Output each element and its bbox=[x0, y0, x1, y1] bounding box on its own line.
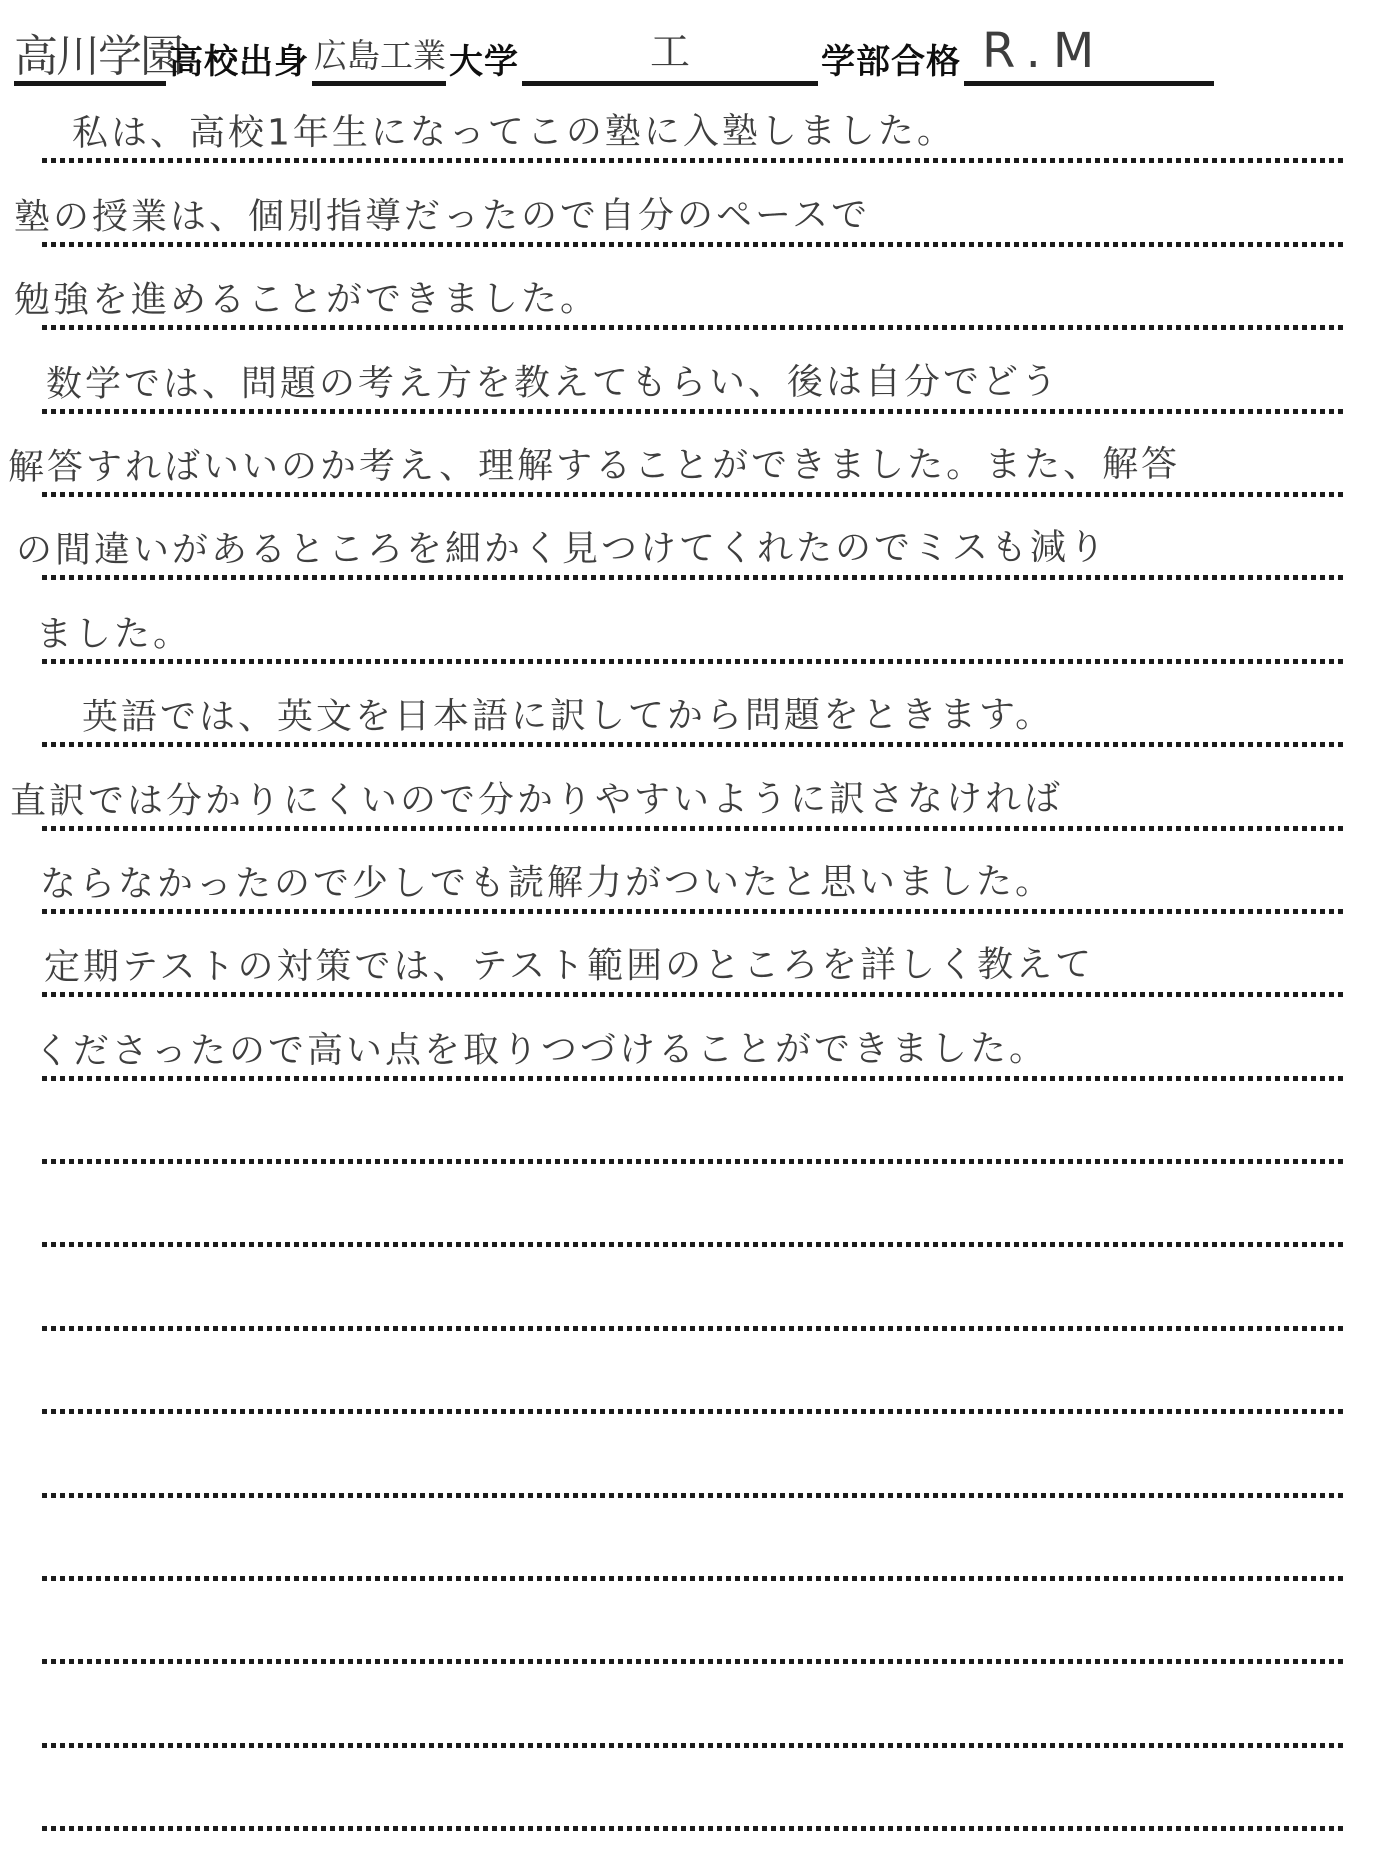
school-name-handwritten: 高川学園 bbox=[14, 30, 182, 82]
notebook-line bbox=[0, 580, 1380, 663]
notebook-line bbox=[0, 414, 1380, 497]
notebook-line bbox=[0, 1581, 1380, 1664]
handwritten-text: 勉強を進めることができました。 bbox=[13, 278, 600, 322]
handwritten-text: ならなかったので少しでも読解力がついたと思いました。 bbox=[39, 861, 1055, 905]
university-label: 大学 bbox=[449, 43, 519, 81]
notebook-line bbox=[0, 1498, 1380, 1581]
notebook-line bbox=[0, 1331, 1380, 1414]
handwritten-text: 数学では、問題の考え方を教えてもらい、後は自分でどう bbox=[45, 360, 1061, 405]
handwritten-text: 私は、高校1年生になってこの塾に入塾しました。 bbox=[71, 111, 956, 155]
notebook-line bbox=[0, 497, 1380, 580]
handwritten-text: の間違いがあるところを細かく見つけてくれたのでミスも減り bbox=[15, 527, 1109, 572]
notebook-line bbox=[0, 1748, 1380, 1831]
notebook-line bbox=[0, 1081, 1380, 1164]
faculty-pass-label: 学部合格 bbox=[821, 43, 961, 81]
pass-initials-field bbox=[964, 23, 1214, 86]
pass-initials-handwritten: R.M bbox=[982, 23, 1107, 79]
notebook-line bbox=[0, 914, 1380, 997]
notebook-line bbox=[0, 163, 1380, 246]
university-name-handwritten: 広島工業 bbox=[314, 36, 446, 75]
notebook-line bbox=[0, 247, 1380, 330]
notebook-line bbox=[0, 831, 1380, 914]
handwritten-text: 定期テストの対策では、テスト範囲のところを詳しく教えて bbox=[43, 944, 1095, 989]
notebook-line bbox=[0, 997, 1380, 1080]
faculty-name-handwritten: 工 bbox=[650, 29, 690, 75]
notebook-line bbox=[0, 330, 1380, 413]
handwritten-text: 英語では、英文を日本語に訳してから問題をときます。 bbox=[81, 694, 1055, 739]
notebook-line bbox=[0, 80, 1380, 163]
notebook-line bbox=[0, 1664, 1380, 1747]
form-header bbox=[0, 0, 1214, 86]
handwritten-text: くださったので高い点を取りつづけることができました。 bbox=[33, 1028, 1049, 1072]
school-origin-label: 高校出身 bbox=[169, 43, 309, 81]
notebook-line bbox=[0, 1414, 1380, 1497]
school-name-field bbox=[14, 30, 182, 86]
notebook-line bbox=[0, 747, 1380, 830]
handwritten-text: 解答すればいいのか考え、理解することができました。また、解答 bbox=[7, 443, 1181, 488]
notebook-line bbox=[0, 664, 1380, 747]
faculty-name-field bbox=[522, 20, 818, 86]
handwritten-text: 塾の授業は、個別指導だったので自分のペースで bbox=[13, 194, 871, 238]
notebook-line bbox=[0, 1164, 1380, 1247]
handwritten-text: ました。 bbox=[35, 613, 193, 655]
university-name-field bbox=[312, 30, 446, 86]
handwritten-text: 直訳では分かりにくいので分かりやすいように訳さなければ bbox=[9, 777, 1064, 822]
notebook-lines bbox=[0, 80, 1380, 1831]
notebook-line bbox=[0, 1247, 1380, 1330]
